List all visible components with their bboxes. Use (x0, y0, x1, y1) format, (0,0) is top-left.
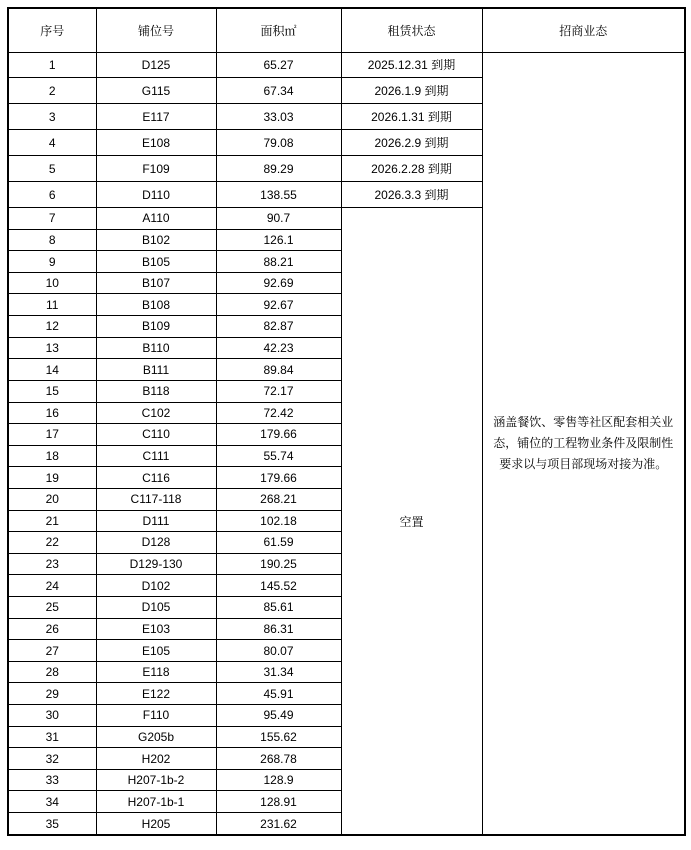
cell-unit: B102 (96, 229, 216, 251)
cell-no: 21 (8, 510, 96, 532)
cell-no: 30 (8, 705, 96, 727)
cell-no: 17 (8, 424, 96, 446)
cell-no: 32 (8, 748, 96, 770)
cell-no: 18 (8, 445, 96, 467)
cell-status: 2026.1.31 到期 (341, 104, 482, 130)
cell-unit: E105 (96, 640, 216, 662)
header-status: 租赁状态 (341, 8, 482, 52)
cell-area: 79.08 (216, 130, 341, 156)
cell-no: 2 (8, 78, 96, 104)
cell-no: 1 (8, 52, 96, 78)
cell-area: 268.21 (216, 488, 341, 510)
cell-no: 31 (8, 726, 96, 748)
cell-status: 2026.2.9 到期 (341, 130, 482, 156)
cell-unit: C102 (96, 402, 216, 424)
cell-no: 7 (8, 208, 96, 230)
cell-area: 82.87 (216, 316, 341, 338)
cell-area: 155.62 (216, 726, 341, 748)
cell-unit: A110 (96, 208, 216, 230)
cell-no: 28 (8, 661, 96, 683)
cell-area: 31.34 (216, 661, 341, 683)
cell-unit: D111 (96, 510, 216, 532)
vacant-status-cell: 空置 (341, 208, 482, 835)
table-header (8, 8, 685, 52)
cell-area: 88.21 (216, 251, 341, 273)
cell-no: 13 (8, 337, 96, 359)
cell-no: 3 (8, 104, 96, 130)
cell-unit: F110 (96, 705, 216, 727)
cell-unit: C111 (96, 445, 216, 467)
cell-unit: D102 (96, 575, 216, 597)
cell-unit: B111 (96, 359, 216, 381)
cell-status: 2026.2.28 到期 (341, 156, 482, 182)
cell-no: 34 (8, 791, 96, 813)
cell-no: 22 (8, 532, 96, 554)
cell-area: 138.55 (216, 182, 341, 208)
cell-area: 72.17 (216, 380, 341, 402)
cell-area: 67.34 (216, 78, 341, 104)
cell-area: 61.59 (216, 532, 341, 554)
cell-area: 145.52 (216, 575, 341, 597)
cell-area: 85.61 (216, 597, 341, 619)
cell-no: 25 (8, 597, 96, 619)
cell-unit: F109 (96, 156, 216, 182)
cell-status: 2025.12.31 到期 (341, 52, 482, 78)
cell-area: 89.29 (216, 156, 341, 182)
cell-area: 95.49 (216, 705, 341, 727)
cell-area: 190.25 (216, 553, 341, 575)
cell-status: 2026.3.3 到期 (341, 182, 482, 208)
cell-area: 102.18 (216, 510, 341, 532)
cell-unit: C117-118 (96, 488, 216, 510)
cell-area: 33.03 (216, 104, 341, 130)
cell-area: 89.84 (216, 359, 341, 381)
header-row (8, 8, 685, 52)
cell-unit: B118 (96, 380, 216, 402)
cell-area: 179.66 (216, 424, 341, 446)
cell-unit: H207-1b-2 (96, 769, 216, 791)
cell-area: 86.31 (216, 618, 341, 640)
cell-unit: E118 (96, 661, 216, 683)
cell-no: 14 (8, 359, 96, 381)
header-no: 序号 (8, 8, 96, 52)
cell-unit: B110 (96, 337, 216, 359)
cell-no: 11 (8, 294, 96, 316)
cell-unit: H202 (96, 748, 216, 770)
cell-no: 15 (8, 380, 96, 402)
cell-no: 19 (8, 467, 96, 489)
cell-area: 92.69 (216, 272, 341, 294)
cell-unit: D110 (96, 182, 216, 208)
cell-unit: B109 (96, 316, 216, 338)
cell-no: 35 (8, 813, 96, 835)
cell-unit: G115 (96, 78, 216, 104)
cell-area: 126.1 (216, 229, 341, 251)
cell-area: 179.66 (216, 467, 341, 489)
cell-area: 80.07 (216, 640, 341, 662)
cell-unit: D125 (96, 52, 216, 78)
cell-area: 45.91 (216, 683, 341, 705)
table-row (8, 52, 685, 78)
cell-no: 20 (8, 488, 96, 510)
cell-no: 16 (8, 402, 96, 424)
cell-no: 10 (8, 272, 96, 294)
cell-area: 90.7 (216, 208, 341, 230)
cell-no: 12 (8, 316, 96, 338)
header-unit: 铺位号 (96, 8, 216, 52)
cell-unit: D129-130 (96, 553, 216, 575)
shop-leasing-table (7, 7, 686, 836)
cell-no: 4 (8, 130, 96, 156)
cell-area: 268.78 (216, 748, 341, 770)
cell-no: 5 (8, 156, 96, 182)
cell-no: 23 (8, 553, 96, 575)
cell-unit: E117 (96, 104, 216, 130)
cell-unit: G205b (96, 726, 216, 748)
cell-area: 42.23 (216, 337, 341, 359)
cell-no: 8 (8, 229, 96, 251)
cell-area: 128.91 (216, 791, 341, 813)
cell-no: 29 (8, 683, 96, 705)
cell-unit: B107 (96, 272, 216, 294)
cell-unit: E122 (96, 683, 216, 705)
cell-no: 33 (8, 769, 96, 791)
cell-no: 26 (8, 618, 96, 640)
cell-unit: E103 (96, 618, 216, 640)
cell-unit: C116 (96, 467, 216, 489)
business-note-cell: 涵盖餐饮、零售等社区配套相关业态，铺位的工程物业条件及限制性要求以与项目部现场对接为准。 (482, 52, 685, 835)
cell-area: 128.9 (216, 769, 341, 791)
header-area: 面积㎡ (216, 8, 341, 52)
cell-area: 65.27 (216, 52, 341, 78)
cell-status: 2026.1.9 到期 (341, 78, 482, 104)
cell-area: 55.74 (216, 445, 341, 467)
cell-unit: C110 (96, 424, 216, 446)
cell-unit: H205 (96, 813, 216, 835)
cell-unit: D128 (96, 532, 216, 554)
cell-no: 6 (8, 182, 96, 208)
cell-unit: D105 (96, 597, 216, 619)
cell-unit: H207-1b-1 (96, 791, 216, 813)
cell-no: 9 (8, 251, 96, 273)
cell-no: 27 (8, 640, 96, 662)
cell-no: 24 (8, 575, 96, 597)
header-business: 招商业态 (482, 8, 685, 52)
cell-unit: B105 (96, 251, 216, 273)
cell-area: 231.62 (216, 813, 341, 835)
cell-area: 72.42 (216, 402, 341, 424)
cell-area: 92.67 (216, 294, 341, 316)
table-body (8, 52, 685, 835)
cell-unit: E108 (96, 130, 216, 156)
cell-unit: B108 (96, 294, 216, 316)
